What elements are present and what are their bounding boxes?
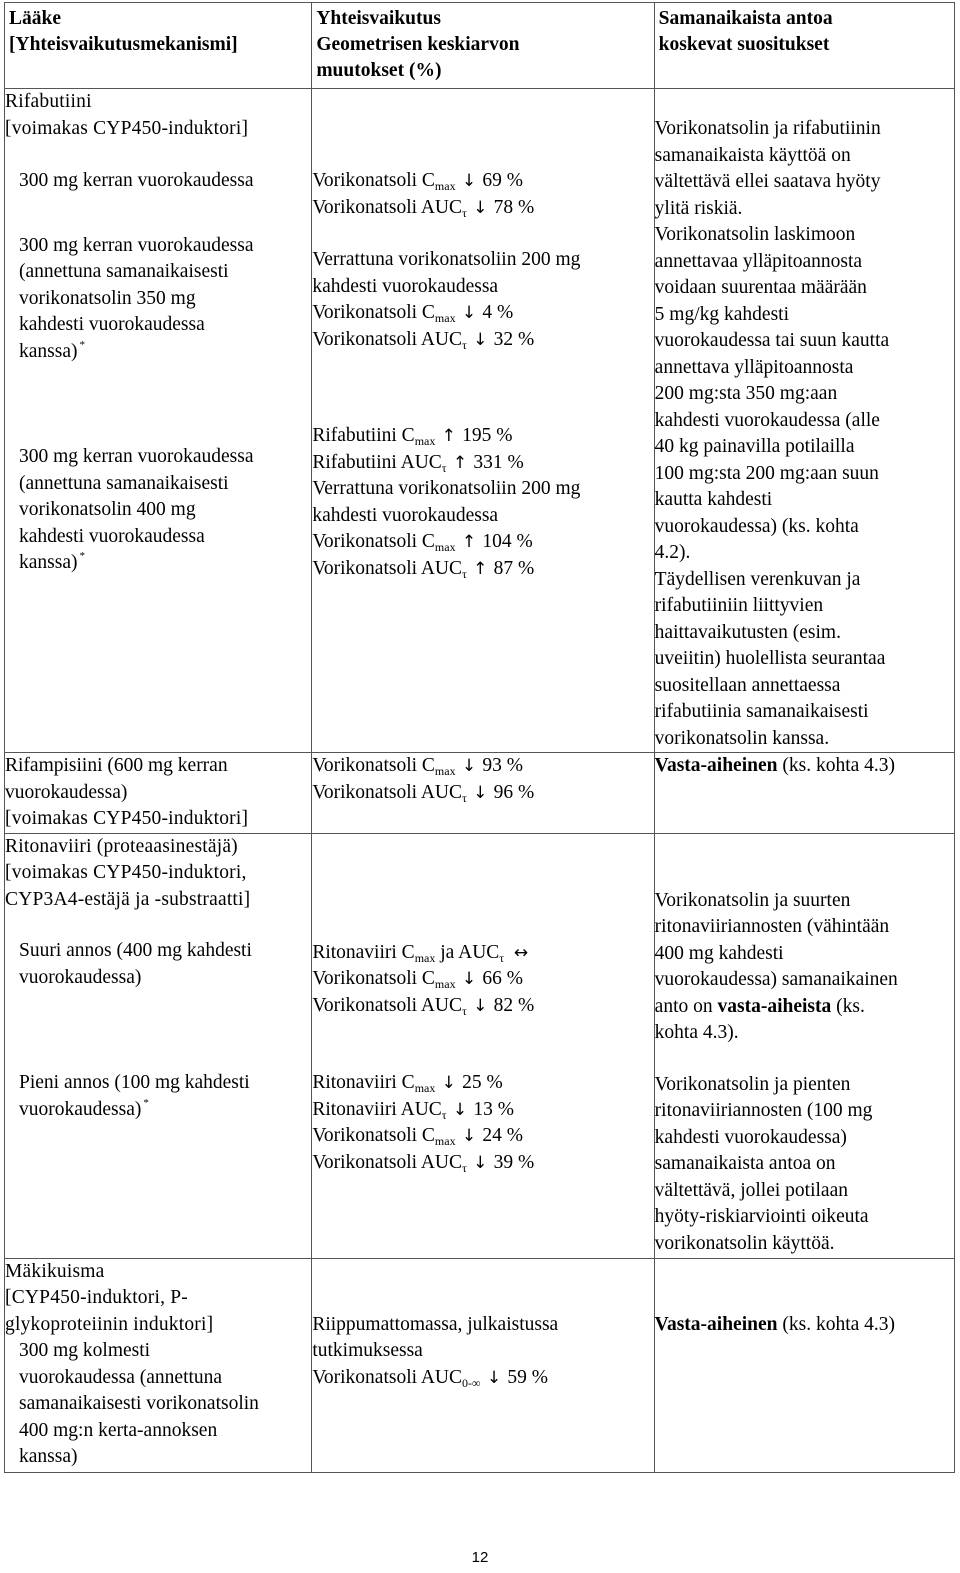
dose-text: kahdesti vuorokaudessa <box>19 525 205 547</box>
down-arrow-icon: ↓ <box>461 1126 477 1146</box>
drug-cell <box>5 1258 312 1472</box>
table-row-ritonavir <box>5 833 955 1258</box>
effect-sub: τ <box>462 1160 467 1175</box>
effect-cell <box>312 833 654 1258</box>
effect-sub: max <box>414 434 436 448</box>
header-text: Lääke <box>9 8 62 29</box>
recommendation-cell <box>654 1258 954 1472</box>
effect-label: Ritonaviiri C <box>312 1072 415 1093</box>
dose-text: 300 mg kerran vuorokaudessa <box>19 234 254 256</box>
effect-label: Vorikonatsoli AUC <box>312 328 463 350</box>
header-text: muutokset (%) <box>316 60 442 81</box>
recommendation-line: 4.2). <box>654 542 691 563</box>
left-right-arrow-icon: ↔ <box>513 942 529 963</box>
effect-block <box>312 1259 653 1392</box>
effect-sub: τ <box>462 790 467 805</box>
effect-line <box>312 1365 653 1392</box>
footnote-mark: * <box>143 1096 149 1109</box>
recommendation-ref: (ks. <box>831 995 865 1017</box>
recommendation-line: samanaikaista antoa on <box>654 1153 836 1174</box>
interaction-table <box>4 2 955 1473</box>
recommendation-line <box>655 753 954 780</box>
header-interaction <box>312 3 654 89</box>
down-arrow-icon: ↓ <box>461 969 477 989</box>
up-arrow-icon: ↑ <box>473 558 488 579</box>
recommendation-line: 40 kg painavilla potilailla <box>654 436 855 457</box>
up-arrow-icon: ↑ <box>441 426 456 446</box>
dose-text: (annettuna samanaikaisesti <box>19 472 229 494</box>
effect-value: 69 % <box>482 170 523 191</box>
recommendation-line: Vorikonatsolin ja rifabutiinin <box>654 118 881 139</box>
dose-block <box>5 913 311 991</box>
drug-cell <box>5 833 312 1258</box>
effect-text: Riippumattomassa, julkaistussa <box>312 1313 559 1335</box>
recommendation-line: vorikonatsolin käyttöä. <box>654 1232 835 1254</box>
table-row-rifabutin <box>5 89 955 753</box>
dose-block <box>5 991 311 1123</box>
recommendation-line: hyöty-riskiarviointi oikeuta <box>654 1206 869 1227</box>
down-arrow-icon: ↓ <box>473 782 488 803</box>
recommendation-line: kautta kahdesti <box>654 489 773 510</box>
effect-line <box>312 529 653 556</box>
effect-line <box>312 753 653 780</box>
effect-value: 13 % <box>473 1098 514 1120</box>
header-recommendation <box>654 3 954 89</box>
dose-text: 300 mg kerran vuorokaudessa <box>19 170 254 191</box>
effect-sub: τ <box>441 1107 447 1122</box>
header-text: Samanaikaista antoa <box>658 8 833 29</box>
recommendation-cell <box>654 753 954 834</box>
drug-cell <box>5 89 312 753</box>
effect-label: Vorikonatsoli C <box>312 1125 435 1146</box>
recommendation-line: vorikonatsolin kanssa. <box>654 727 830 749</box>
drug-mechanism: glykoproteiinin induktori] <box>5 1313 214 1335</box>
recommendation-line: vuorokaudessa tai suun kautta <box>654 330 890 351</box>
effect-label: Vorikonatsoli AUC <box>312 781 463 803</box>
effect-sub: max <box>414 950 436 965</box>
recommendation-line: haittavaikutusten (esim. <box>654 621 841 643</box>
effect-value: 87 % <box>493 557 535 579</box>
dose-text <box>19 1097 311 1124</box>
drug-name: vuorokaudessa) <box>5 781 128 803</box>
recommendation-ref: (ks. kohta 4.3) <box>777 755 896 776</box>
contraindicated-label: Vasta-aiheinen <box>654 1313 778 1335</box>
effect-line <box>312 993 653 1020</box>
down-arrow-icon: ↓ <box>473 329 488 350</box>
contraindicated-label: vasta-aiheista <box>717 995 832 1017</box>
dose-text: kanssa) <box>19 340 78 362</box>
effect-text: Verrattuna vorikonatsoliin 200 mg <box>312 478 581 499</box>
effect-sub: max <box>434 540 456 554</box>
recommendation-cell <box>654 89 954 753</box>
effect-line <box>312 780 653 807</box>
recommendation-line: annettavaa ylläpitoannosta <box>654 250 863 272</box>
recommendation-line: samanaikaista käyttöä on <box>654 144 851 166</box>
effect-line <box>312 556 653 583</box>
effect-label: Vorikonatsoli C <box>312 531 435 552</box>
effect-value: 331 % <box>473 451 524 473</box>
effect-sub: τ <box>499 950 505 965</box>
recommendation-line: annettava ylläpitoannosta <box>654 356 854 378</box>
effect-sub: max <box>434 179 456 193</box>
header-text: Yhteisvaikutus <box>316 8 441 29</box>
down-arrow-icon: ↓ <box>473 1152 488 1173</box>
effect-line <box>312 1150 653 1177</box>
effect-value: 39 % <box>493 1151 535 1173</box>
dose-text: 300 mg kerran vuorokaudessa <box>19 446 254 467</box>
effect-label: Vorikonatsoli AUC <box>312 557 463 579</box>
recommendation-line: 200 mg:sta 350 mg:aan <box>654 383 838 404</box>
footnote-mark: * <box>79 550 85 562</box>
recommendation-block <box>655 1259 954 1339</box>
recommendation-line: Vorikonatsolin ja suurten <box>654 889 851 911</box>
effect-line <box>312 168 653 195</box>
effect-text: kahdesti vuorokaudessa <box>312 275 499 297</box>
recommendation-line: suositellaan annettaessa <box>654 674 841 696</box>
effect-line <box>312 940 653 967</box>
down-arrow-icon: ↓ <box>461 303 477 323</box>
effect-value: 24 % <box>482 1125 523 1146</box>
effect-sub: τ <box>441 460 447 475</box>
recommendation-line: vältettävä ellei saatava hyöty <box>654 171 881 192</box>
recommendation-line: voidaan suurentaa määrään <box>654 277 867 298</box>
recommendation-ref: (ks. kohta 4.3) <box>777 1313 896 1335</box>
recommendation-line <box>655 994 954 1021</box>
recommendation-line: rifabutiinia samanaikaisesti <box>654 701 869 722</box>
header-text: [Yhteisvaikutusmekanismi] <box>9 34 238 55</box>
dose-text: kanssa) <box>19 1446 78 1467</box>
dose-text: 300 mg kolmesti <box>19 1340 151 1361</box>
recommendation-line: 400 mg kahdesti <box>654 942 784 964</box>
effect-line <box>312 423 653 450</box>
effect-sub: max <box>434 764 456 778</box>
recommendation-line: 100 mg:sta 200 mg:aan suun <box>654 462 879 484</box>
effect-label: Vorikonatsoli AUC <box>312 196 463 218</box>
effect-sub: max <box>414 1081 436 1095</box>
effect-block <box>312 89 653 221</box>
effect-block <box>312 353 653 582</box>
dose-text: vuorokaudessa) <box>19 1098 142 1120</box>
effect-cell <box>312 1258 654 1472</box>
effect-label: Vorikonatsoli C <box>312 302 435 323</box>
effect-value: 32 % <box>493 328 535 350</box>
header-text: Geometrisen keskiarvon <box>316 34 520 55</box>
recommendation-line: Vorikonatsolin laskimoon <box>654 224 856 245</box>
dose-text: Pieni annos (100 mg kahdesti <box>19 1072 250 1093</box>
footnote-mark: * <box>79 338 85 351</box>
down-arrow-icon: ↓ <box>473 995 488 1016</box>
recommendation-block <box>655 1047 954 1258</box>
dose-block <box>5 365 311 577</box>
effect-text: Verrattuna vorikonatsoliin 200 mg <box>312 249 581 270</box>
effect-line <box>312 1070 653 1097</box>
effect-cell <box>312 753 654 834</box>
up-arrow-icon: ↑ <box>452 452 468 473</box>
table-row-rifampicin <box>5 753 955 834</box>
effect-value: 4 % <box>482 302 514 323</box>
down-arrow-icon: ↓ <box>473 197 488 218</box>
effect-value: 104 % <box>482 531 533 552</box>
effect-text: kahdesti vuorokaudessa <box>312 504 499 526</box>
effect-label: Vorikonatsoli C <box>312 170 435 191</box>
recommendation-line: kahdesti vuorokaudessa) <box>654 1126 847 1148</box>
recommendation-cell <box>654 833 954 1258</box>
effect-line <box>312 1123 653 1150</box>
effect-block <box>312 221 653 353</box>
effect-sub: 0-∞ <box>462 1375 481 1390</box>
effect-value: 66 % <box>482 968 523 989</box>
recommendation-line: uveiitin) huolellista seurantaa <box>654 648 886 669</box>
recommendation-line: ylitä riskiä. <box>654 197 743 219</box>
recommendation-line: vuorokaudessa) (ks. kohta <box>654 515 859 537</box>
effect-sub: max <box>434 1134 456 1148</box>
effect-sub: max <box>434 311 456 325</box>
effect-block <box>312 1019 653 1176</box>
effect-value: 93 % <box>482 755 523 776</box>
down-arrow-icon: ↓ <box>452 1099 468 1120</box>
dose-text <box>19 339 311 366</box>
recommendation-line: kahdesti vuorokaudessa (alle <box>654 409 880 431</box>
recommendation-line: ritonaviiriannosten (100 mg <box>654 1100 873 1121</box>
effect-value: 25 % <box>462 1072 503 1093</box>
effect-sub: τ <box>462 1003 467 1018</box>
drug-mechanism: [CYP450-induktori, P- <box>5 1287 188 1308</box>
drug-cell <box>5 753 312 834</box>
dose-text: 400 mg:n kerta-annoksen <box>19 1419 218 1441</box>
dose-text: vorikonatsolin 350 mg <box>19 287 196 309</box>
header-drug <box>5 3 312 89</box>
recommendation-text: anto on <box>654 995 718 1017</box>
dose-text: samanaikaisesti vorikonatsolin <box>19 1393 259 1414</box>
effect-block <box>312 834 653 1020</box>
down-arrow-icon: ↓ <box>486 1367 502 1388</box>
up-arrow-icon: ↑ <box>461 532 477 552</box>
effect-line <box>312 327 653 354</box>
drug-mechanism: CYP3A4-estäjä ja -substraatti] <box>5 888 251 910</box>
dose-text: kanssa) <box>19 552 78 573</box>
effect-label: Vorikonatsoli AUC <box>312 994 463 1016</box>
dose-text: (annettuna samanaikaisesti <box>19 261 229 282</box>
dose-block <box>5 1338 311 1471</box>
table-row-st-johns-wort <box>5 1258 955 1472</box>
effect-label: Rifabutiini AUC <box>312 451 442 473</box>
effect-sub: τ <box>462 337 467 352</box>
drug-mechanism: [voimakas CYP450-induktori, <box>5 862 247 883</box>
drug-name: Ritonaviiri (proteaasinestäjä) <box>5 835 238 857</box>
effect-label: Ritonaviiri C <box>312 941 415 963</box>
drug-mechanism: [voimakas CYP450-induktori] <box>5 808 249 829</box>
effect-value: 78 % <box>493 196 535 218</box>
effect-value: 195 % <box>462 425 513 446</box>
effect-label: Vorikonatsoli C <box>312 968 435 989</box>
effect-label: Vorikonatsoli AUC <box>312 1366 463 1388</box>
recommendation-line: rifabutiiniin liittyvien <box>654 595 824 616</box>
down-arrow-icon: ↓ <box>441 1073 456 1093</box>
recommendation-text <box>655 89 954 752</box>
effect-line <box>312 1097 653 1124</box>
dose-text <box>19 550 311 577</box>
drug-name: Mäkikuisma <box>5 1260 105 1282</box>
recommendation-line: vuorokaudessa) samanaikainen <box>654 969 898 990</box>
dose-text: vuorokaudessa (annettuna <box>19 1366 223 1388</box>
dose-text: kahdesti vuorokaudessa <box>19 314 205 335</box>
effect-line <box>312 195 653 222</box>
dose-block <box>5 142 311 195</box>
effect-value: 82 % <box>493 994 535 1016</box>
contraindicated-label: Vasta-aiheinen <box>654 755 778 776</box>
recommendation-line: ritonaviiriannosten (vähintään <box>654 916 890 937</box>
down-arrow-icon: ↓ <box>461 756 477 776</box>
effect-line <box>312 450 653 477</box>
effect-value: 96 % <box>493 781 535 803</box>
recommendation-block <box>655 834 954 1047</box>
dose-text: Suuri annos (400 mg kahdesti <box>19 940 252 961</box>
effect-value: 59 % <box>507 1366 548 1388</box>
effect-label: Vorikonatsoli AUC <box>312 1151 463 1173</box>
header-text: koskevat suositukset <box>658 34 830 55</box>
effect-text: tutkimuksessa <box>312 1340 423 1361</box>
effect-label: ja AUC <box>435 941 500 963</box>
dose-text: vuorokaudessa) <box>19 966 142 988</box>
effect-sub: τ <box>462 205 467 220</box>
recommendation-line <box>655 1312 954 1339</box>
dose-text: vorikonatsolin 400 mg <box>19 499 196 520</box>
effect-label: Vorikonatsoli C <box>312 755 435 776</box>
recommendation-line: 5 mg/kg kahdesti <box>654 303 789 325</box>
effect-sub: max <box>434 977 456 991</box>
drug-name: Rifabutiini <box>5 91 92 112</box>
effect-sub: τ <box>462 566 467 581</box>
drug-name: Rifampisiini (600 mg kerran <box>5 755 228 776</box>
down-arrow-icon: ↓ <box>461 171 477 191</box>
table-header-row <box>5 3 955 89</box>
dose-block <box>5 195 311 366</box>
recommendation-line: vältettävä, jollei potilaan <box>654 1179 848 1201</box>
effect-line <box>312 966 653 993</box>
drug-mechanism: [voimakas CYP450-induktori] <box>5 117 249 139</box>
effect-label: Ritonaviiri AUC <box>312 1098 442 1120</box>
page-number: 12 <box>471 1549 489 1566</box>
recommendation-line: Täydellisen verenkuvan ja <box>654 568 861 590</box>
effect-line <box>312 300 653 327</box>
recommendation-ref: kohta 4.3). <box>654 1022 739 1043</box>
effect-label: Rifabutiini C <box>312 425 415 446</box>
effect-cell <box>312 89 654 753</box>
recommendation-line: Vorikonatsolin ja pienten <box>654 1073 851 1095</box>
